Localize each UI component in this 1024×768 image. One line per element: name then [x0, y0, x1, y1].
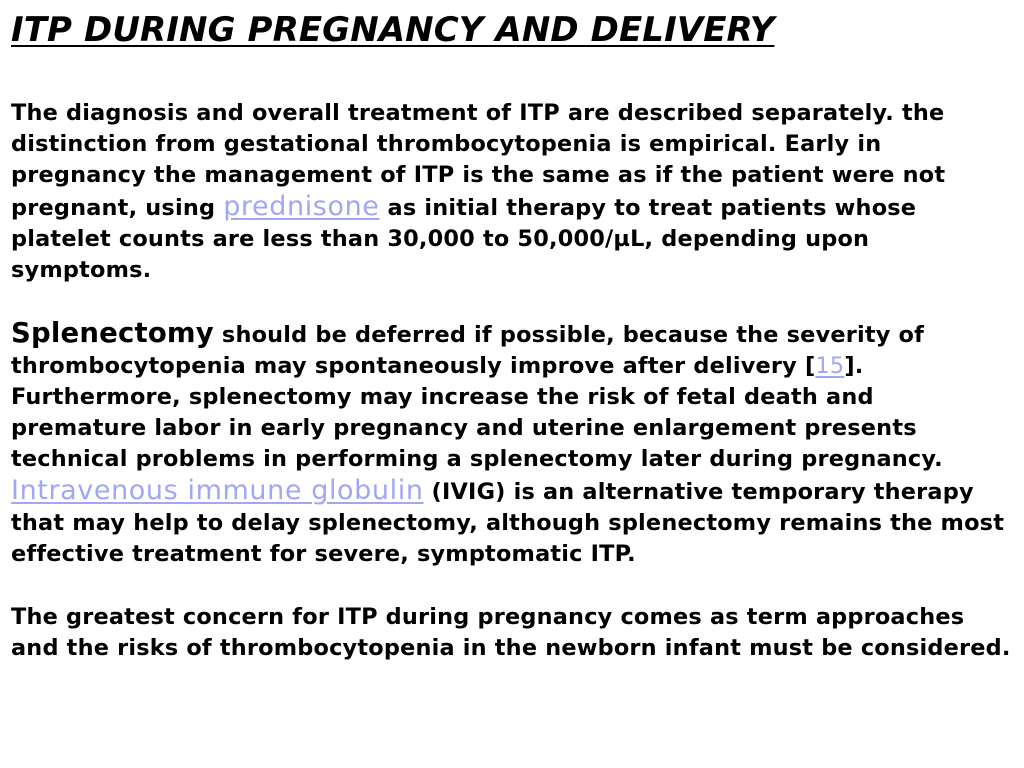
splenectomy-lead-word: Splenectomy — [11, 317, 214, 349]
page-title: ITP DURING PREGNANCY AND DELIVERY — [11, 10, 775, 50]
intravenous-immune-globulin-link[interactable]: Intravenous immune globulin — [11, 475, 424, 506]
paragraph-ivig-text: (IVIG) is an alternative temporary therapy that may help to delay splenectomy, although splenectomy remains the most effective treatment for severe, symptomatic ITP. — [11, 479, 1005, 567]
reference-15-link[interactable]: 15 — [815, 353, 845, 379]
paragraph-ivig — [11, 475, 1014, 570]
paragraph-diagnosis — [11, 98, 1014, 286]
paragraph-splenectomy-text-start: should be deferred if possible, because the severity of thrombocytopenia may spontaneously improve after delivery [ — [11, 322, 925, 379]
paragraph-diagnosis-text-start: The diagnosis and overall treatment of ITP are described separately. the distinction from gestational thrombocytopenia is empirical. Early in pregnancy the management of ITP is the same as if the patient were not pregnant, using — [11, 100, 946, 221]
paragraph-splenectomy — [11, 318, 1014, 475]
prednisone-link[interactable]: prednisone — [223, 191, 380, 222]
paragraph-concern: The greatest concern for ITP during pregnancy comes as term approaches and the risks of thrombocytopenia in the newborn infant must be considered. — [11, 604, 1011, 661]
paragraph-diagnosis-text-end: as initial therapy to treat patients whose platelet counts are less than 30,000 to 50,000/µL, depending upon symptoms. — [11, 195, 917, 283]
paragraph-splenectomy-text-end: ]. Furthermore, splenectomy may increase the risk of fetal death and premature labor in early pregnancy and uterine enlargement presents technical problems in performing a splenectomy later during pregnancy. — [11, 353, 943, 472]
